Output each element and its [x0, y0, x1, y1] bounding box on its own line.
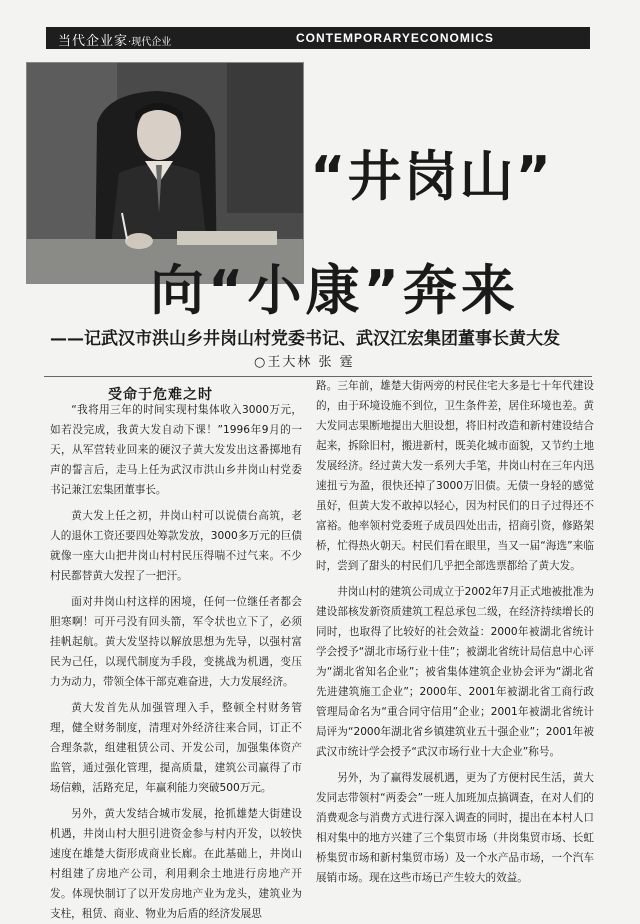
left-column — [50, 400, 302, 920]
paragraph: 另外，为了赢得发展机遇，更为了方便村民生活，黄大发同志带领村“两委会”一班人加班加点搞调查，在对人们的消费观念与消费方式进行深入调查的同时，提出在本村人口相对集中的地方兴建了三个集贸市场（井岗集贸市场、长虹桥集贸市场和新村集贸市场）及一个水产品市场，一个汽车展销市场。现在这些市场已产生较大的效益。 — [316, 772, 594, 884]
paragraph: 另外，黄大发结合城市发展，抢抓雄楚大街建设机遇，井岗山村大胆引进资金参与村内开发，以较快速度在雄楚大街形成商业长廊。在此基础上，井岗山村组建了房地产公司，利用剩余土地进行房地产开发。体现快制订了以开发房地产业为龙头，建筑业为支柱，租赁、商业、物业为后盾的经济发展思 — [50, 808, 302, 920]
header-section — [58, 30, 171, 49]
paragraph: “我将用三年的时间实现村集体收入3000万元，如若没完成，我黄大发自动下课！”1996年9月的一天，从军营转业回来的硬汉子黄大发发出这番掷地有声的誓言后，走马上任为武汉市洪山乡井岗山村党委书记兼江宏集团董事长。 — [50, 404, 302, 496]
magazine-name: CONTEMPORARYECONOMICS — [296, 31, 494, 45]
article-authors: ○王大林 张 霆 — [254, 355, 355, 370]
paragraph: 井岗山村的建筑公司成立于2002年7月正式地被批准为建设部核发新资质建筑工程总承包二级，在经济持续增长的同时，也取得了比较好的社会效益：2000年被湖北省统计学会授予“湖北市场行业十佳”；被湖北省统计局信息中心评为“湖北省知名企业”；被省集体建筑企业协会评为“湖北省先进建筑施工企业”；2000年、2001年被湖北省工商行政管理局命名为“重合同守信用”企业；2001年被湖北省统计局评为“2000年湖北省乡镇建筑业五十强企业”；2001年被武汉市统计学会授予“武汉市场行业十大企业”称号。 — [316, 586, 594, 758]
article-title-line1: “井岗山” — [310, 145, 553, 208]
section-heading: 受命于危难之时 — [108, 387, 213, 403]
article-subtitle: ——记武汉市洪山乡井岗山村党委书记、武汉江宏集团董事长黄大发 — [50, 329, 560, 349]
header-section-label: 当代企业家 — [58, 34, 129, 49]
paragraph: 黄大发首先从加强管理入手，整顿全村财务管理，健全财务制度，清理对外经济往来合同，订正不合理条款，组建租赁公司、开发公司，加强集体资产监管，通过强化管理，提高质量，建筑公司赢得了市场信赖，活路充足，年赢利能力突破500万元。 — [50, 702, 302, 794]
article-title-line2: 向“小康”奔来 — [150, 259, 519, 322]
paragraph: 路。三年前，雄楚大街两旁的村民住宅大多是七十年代建设的，由于环境设施不到位，卫生条件差，居住环境也差。黄大发同志果断地提出大胆设想，将旧村改造和新村建设结合起来，拆除旧村，搬进新村，既美化城市面貌，又节约土地发展经济。经过黄大发一系列大手笔，井岗山村在三年内迅速扭亏为盈，很快还掉了3000万旧债。无债一身轻的感觉虽好，但黄大发不敢掉以轻心，因为村民们的日子过得还不富裕。他率领村党委班子成员四处出击，招商引资，修路架桥，忙得热火朝天。村民们看在眼里，当又一届“海选”来临时，尝到了甜头的村民们几乎把全部选票都给了黄大发。 — [316, 380, 594, 572]
header-subsection-label: ·现代企业 — [128, 37, 172, 48]
paragraph: 面对井岗山村这样的困境，任何一位继任者都会胆寒啊！可开弓没有回头箭，军令状也立下了，必须挂帆起航。黄大发坚持以解放思想为先导，以强村富民为己任，以现代制度为手段，变挑战为机遇，变压力为动力，带领全体干部克难奋进，大力发展经济。 — [50, 596, 302, 688]
paragraph: 黄大发上任之初，井岗山村可以说债台高筑，老人的退休工资还要四处筹款发放，3000多万元的巨债就像一座大山把井岗山村村民压得喘不过气来。不少村民都替黄大发捏了一把汗。 — [50, 510, 302, 582]
right-column — [316, 376, 594, 884]
